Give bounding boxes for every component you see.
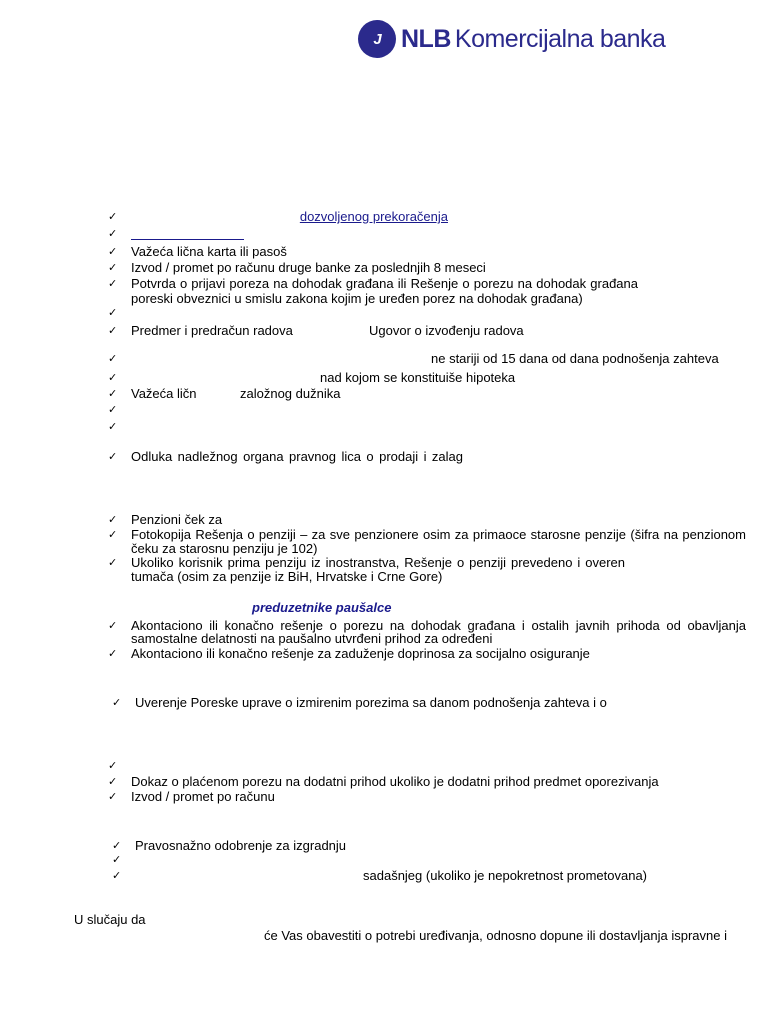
list-item: Važeća lična karta ili pasoš (131, 244, 287, 259)
list-item-continuation: samostalne delatnosti na paušalno utvrđeni prihod za određeni (131, 631, 493, 646)
list-item: Akontaciono ili konačno rešenje o porezu na dohodak građana i ostalih javnih prihoda od obavljanja (131, 618, 746, 633)
list-item: Važeća ličn (131, 386, 197, 401)
check-icon: ✓ (108, 387, 118, 400)
brand-bold: NLB (401, 24, 451, 53)
check-icon: ✓ (108, 420, 118, 433)
footer-note-continuation: će Vas obavestiti o potrebi uređivanja, odnosno dopune ili dostavljanja ispravne i (264, 928, 727, 943)
list-item: založnog dužnika (240, 386, 341, 401)
list-item: Potvrda o prijavi poreza na dohodak građana ili Rešenje o porezu na dohodak građana (131, 276, 638, 291)
brand-name (401, 25, 665, 54)
check-icon: ✓ (108, 245, 118, 258)
check-icon: ✓ (108, 261, 118, 274)
check-icon: ✓ (108, 528, 118, 541)
logo-mark-icon: J (358, 20, 396, 58)
check-icon: ✓ (108, 759, 118, 772)
check-icon: ✓ (112, 869, 122, 882)
check-icon: ✓ (108, 790, 118, 803)
check-icon: ✓ (108, 352, 118, 365)
list-item: Izvod / promet po računu druge banke za poslednjih 8 meseci (131, 260, 486, 275)
check-icon: ✓ (108, 306, 118, 319)
list-item: Penzioni ček za (131, 512, 223, 527)
list-item-continuation: tumača (osim za penzije iz BiH, Hrvatske i Crne Gore) (131, 569, 443, 584)
list-item: Dokaz o plaćenom porezu na dodatni prihod ukoliko je dodatni prihod predmet oporezivanja (131, 774, 659, 789)
list-item: Akontaciono ili konačno rešenje za zaduženje doprinosa za socijalno osiguranje (131, 646, 590, 661)
check-icon: ✓ (108, 277, 118, 290)
list-item: ne stariji od 15 dana od dana podnošenja zahteva (431, 351, 719, 366)
brand-rest: Komercijalna banka (454, 24, 666, 53)
check-icon: ✓ (108, 450, 118, 463)
check-icon: ✓ (112, 853, 122, 866)
check-icon: ✓ (108, 513, 118, 526)
list-item-continuation: čeku za starosnu penziju je 102) (131, 541, 318, 556)
check-icon: ✓ (108, 210, 118, 223)
check-icon: ✓ (108, 227, 118, 240)
check-icon: ✓ (108, 556, 118, 569)
check-icon: ✓ (112, 696, 122, 709)
check-icon: ✓ (108, 775, 118, 788)
check-icon: ✓ (108, 403, 118, 416)
list-item: Fotokopija Rešenja o penziji – za sve penzionere osim za primaoce starosne penzije (šifra na penzionom (131, 527, 746, 542)
check-icon: ✓ (108, 371, 118, 384)
list-item: nad kojom se konstituiše hipoteka (320, 370, 516, 385)
list-item: Ugovor o izvođenju radova (369, 323, 524, 338)
check-icon: ✓ (108, 324, 118, 337)
section-subheading: preduzetnike paušalce (252, 600, 392, 615)
blank-link-underline[interactable] (131, 239, 244, 240)
list-item: sadašnjeg (ukoliko je nepokretnost prometovana) (363, 868, 648, 883)
bank-logo (358, 20, 665, 58)
list-item-continuation: poreski obveznici u smislu zakona kojim je uređen porez na dohodak građana) (131, 291, 583, 306)
list-item: Ukoliko korisnik prima penziju iz inostranstva, Rešenje o penziji prevedeno i overen (131, 555, 625, 570)
list-item: Predmer i predračun radova (131, 323, 293, 338)
list-item: Uverenje Poreske uprave o izmirenim porezima sa danom podnošenja zahteva i o (135, 695, 607, 710)
footer-note: U slučaju da (74, 912, 146, 927)
check-icon: ✓ (112, 839, 122, 852)
check-icon: ✓ (108, 647, 118, 660)
list-item: Izvod / promet po računu (131, 789, 275, 804)
check-icon: ✓ (108, 619, 118, 632)
list-item: Pravosnažno odobrenje za izgradnju (135, 838, 347, 853)
list-item: Odluka nadležnog organa pravnog lica o prodaji i zalag (131, 449, 463, 464)
overdraft-link[interactable]: dozvoljenog prekoračenja (299, 209, 448, 224)
